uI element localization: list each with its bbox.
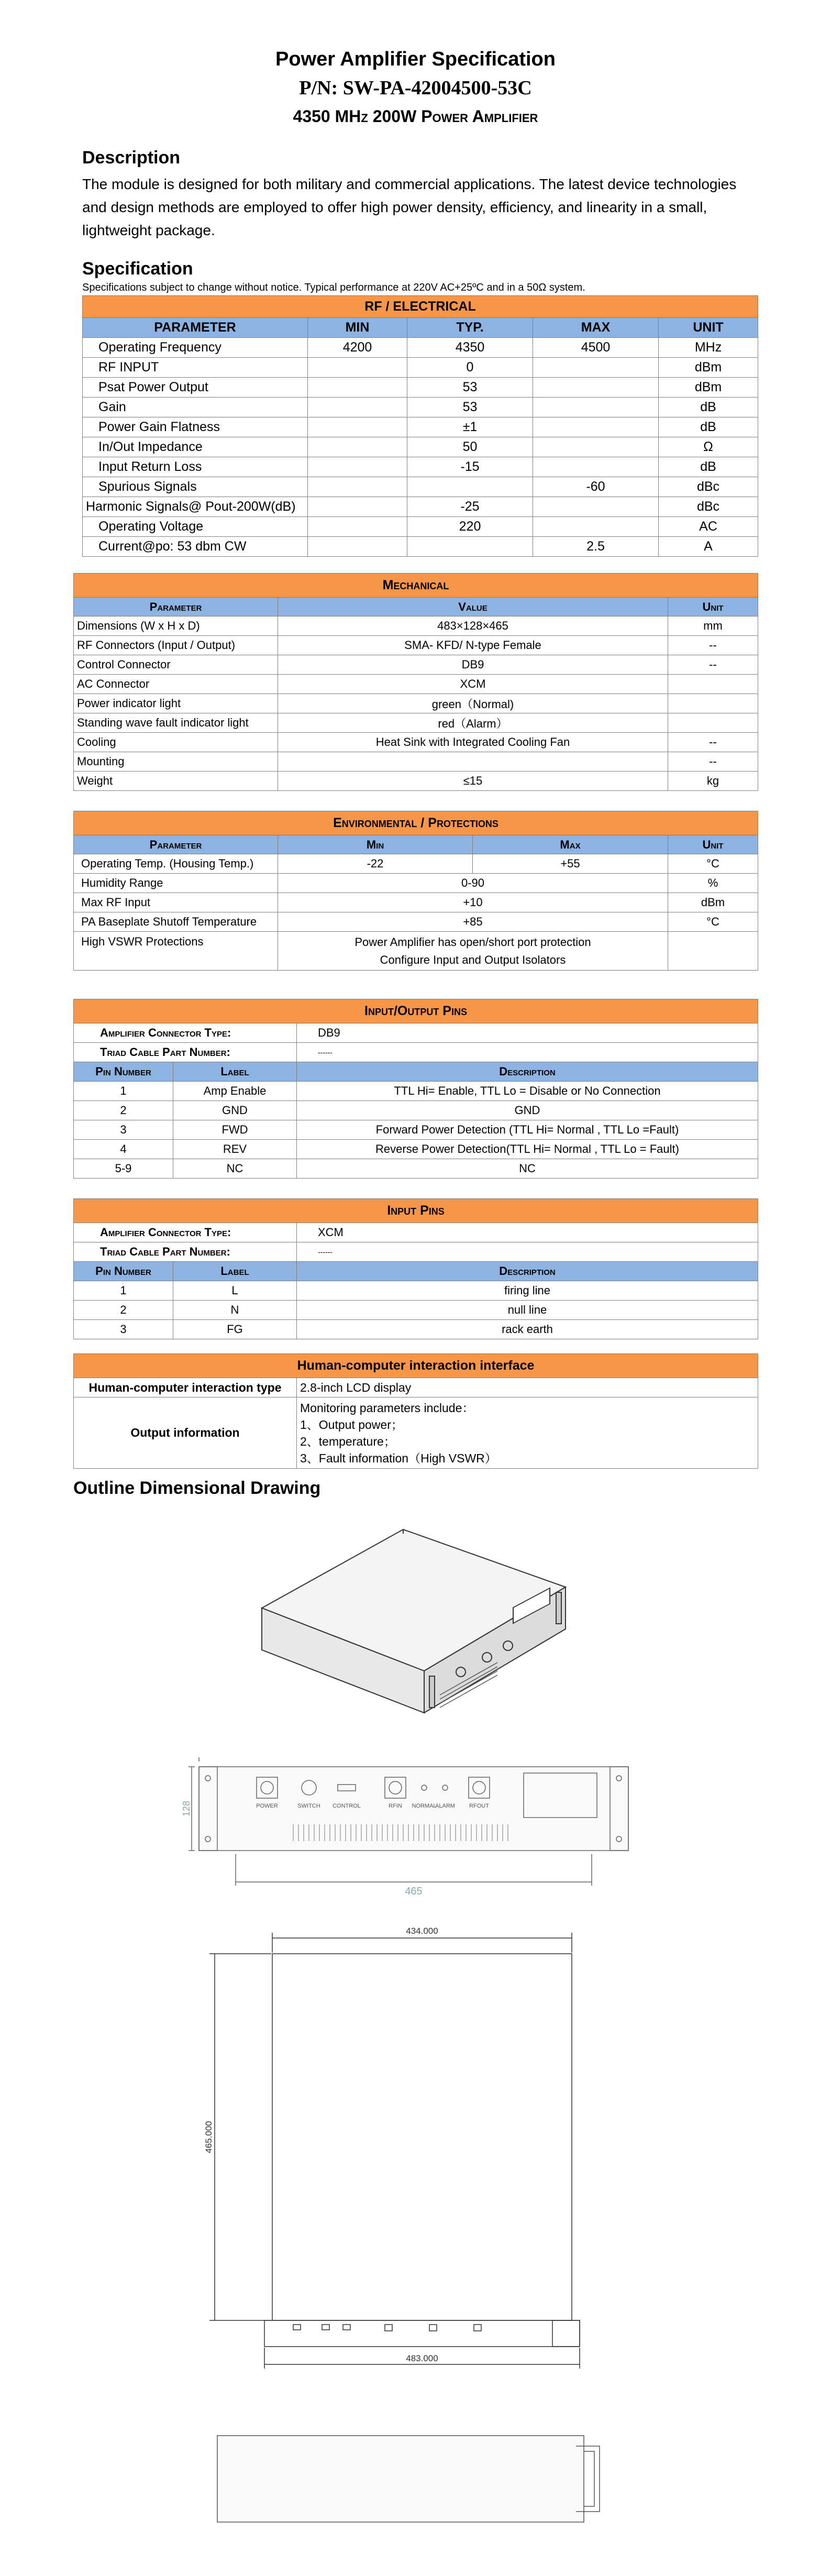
table-row <box>83 457 758 477</box>
table-row <box>74 1140 758 1159</box>
front-view-drawing <box>181 1757 639 1904</box>
rf-min: 4200 <box>308 338 407 358</box>
env-unit <box>668 932 758 971</box>
mech-header-value: Value <box>278 598 668 617</box>
table-row <box>74 1301 758 1320</box>
top-width-dim: 434.000 <box>406 1926 438 1936</box>
rf-min <box>308 517 407 537</box>
rf-unit: dB <box>659 457 758 477</box>
rf-unit: dBc <box>659 477 758 497</box>
inp-pin: 1 <box>74 1281 173 1301</box>
hci-type-value: 2.8-inch LCD display <box>297 1378 758 1397</box>
io-label: REV <box>173 1140 297 1159</box>
table-row <box>83 398 758 417</box>
env-param: Max RF Input <box>74 893 278 912</box>
page-title: Power Amplifier Specification <box>275 48 556 70</box>
inp-table-title: Input Pins <box>74 1199 758 1223</box>
mech-unit: kg <box>668 772 758 791</box>
front-label-power: POWER <box>256 1803 278 1809</box>
io-header-description: Description <box>297 1062 758 1082</box>
table-row <box>74 912 758 932</box>
hci-table <box>73 1353 758 1469</box>
env-header-parameter: Parameter <box>74 835 278 854</box>
table-row <box>74 854 758 874</box>
rf-max <box>533 378 659 398</box>
rf-header-parameter: PARAMETER <box>83 318 308 338</box>
io-cable-value: ------ <box>297 1043 758 1062</box>
mech-param: Mounting <box>74 752 278 772</box>
rf-min <box>308 378 407 398</box>
rf-table-title: RF / ELECTRICAL <box>83 296 758 318</box>
rf-unit: Ω <box>659 437 758 457</box>
rf-max: 4500 <box>533 338 659 358</box>
mech-param: Dimensions (W x H x D) <box>74 617 278 636</box>
io-pin: 5-9 <box>74 1159 173 1179</box>
rf-typ: -15 <box>407 457 533 477</box>
mech-unit: -- <box>668 752 758 772</box>
table-row <box>74 1320 758 1339</box>
front-label-alarm: ALARM <box>435 1803 455 1809</box>
table-row <box>83 437 758 457</box>
env-value: 0-90 <box>278 874 668 893</box>
rf-typ: ±1 <box>407 417 533 437</box>
rf-max <box>533 497 659 517</box>
rf-min <box>308 398 407 417</box>
table-row <box>83 358 758 378</box>
specification-heading: Specification <box>82 259 193 279</box>
table-row <box>83 378 758 398</box>
inp-desc: rack earth <box>297 1320 758 1339</box>
env-unit: °C <box>668 854 758 874</box>
table-row <box>83 517 758 537</box>
mechanical-table <box>73 573 758 791</box>
mech-param: Power indicator light <box>74 694 278 713</box>
env-value: +85 <box>278 912 668 932</box>
table-row <box>74 655 758 675</box>
table-row <box>74 772 758 791</box>
rf-max: -60 <box>533 477 659 497</box>
vswr-line: Power Amplifier has open/short port protection <box>354 935 591 949</box>
io-desc: Forward Power Detection (TTL Hi= Normal , TTL Lo =Fault) <box>297 1120 758 1140</box>
io-cable-label: Triad Cable Part Number: <box>74 1043 297 1062</box>
front-label-normal: NORMAL <box>412 1803 437 1809</box>
inp-connector-value: XCM <box>297 1223 758 1242</box>
rf-typ: 53 <box>407 378 533 398</box>
environmental-table <box>73 811 758 971</box>
inp-desc: null line <box>297 1301 758 1320</box>
front-width-dim: 465 <box>405 1886 423 1897</box>
rf-unit: A <box>659 537 758 557</box>
inp-cable-label: Triad Cable Part Number: <box>74 1242 297 1262</box>
env-value: +10 <box>278 893 668 912</box>
io-label: NC <box>173 1159 297 1179</box>
table-row <box>74 675 758 694</box>
rf-param: Harmonic Signals@ Pout-200W(dB) <box>83 497 308 517</box>
rf-unit: MHz <box>659 338 758 358</box>
table-row <box>74 874 758 893</box>
rf-min <box>308 537 407 557</box>
rf-param: Power Gain Flatness <box>83 417 308 437</box>
rf-min <box>308 477 407 497</box>
inp-pin: 3 <box>74 1320 173 1339</box>
rf-min <box>308 457 407 477</box>
rf-param: Current@po: 53 dbm CW <box>83 537 308 557</box>
inp-connector-label: Amplifier Connector Type: <box>74 1223 297 1242</box>
hci-type-label: Human-computer interaction type <box>74 1378 297 1397</box>
front-label-switch: SWITCH <box>297 1803 320 1809</box>
rf-max <box>533 417 659 437</box>
rf-max <box>533 517 659 537</box>
rf-max <box>533 358 659 378</box>
rf-unit: dBm <box>659 378 758 398</box>
env-unit: °C <box>668 912 758 932</box>
rf-max <box>533 437 659 457</box>
mech-param: Control Connector <box>74 655 278 675</box>
inp-cable-value: ------ <box>297 1242 758 1262</box>
inp-header-pin: Pin Number <box>74 1262 173 1281</box>
hci-output-line: Monitoring parameters include： <box>300 1401 474 1415</box>
front-label-rfin: RFIN <box>389 1803 402 1809</box>
env-param: Operating Temp. (Housing Temp.) <box>74 854 278 874</box>
mech-param: Standing wave fault indicator light <box>74 713 278 733</box>
mech-value <box>278 752 668 772</box>
env-header-min: Min <box>278 835 473 854</box>
rf-header-typ: TYP. <box>407 318 533 338</box>
front-height-dim: 128 <box>181 1800 192 1817</box>
specification-note: Specifications subject to change without notice. Typical performance at 220V AC+25ºC and in a 50Ω system. <box>82 282 585 293</box>
mech-value: DB9 <box>278 655 668 675</box>
hci-table-title: Human-computer interaction interface <box>74 1354 758 1378</box>
io-desc: GND <box>297 1101 758 1120</box>
mech-unit <box>668 713 758 733</box>
isometric-drawing <box>251 1519 586 1739</box>
rf-header-max: MAX <box>533 318 659 338</box>
table-row <box>83 537 758 557</box>
front-label-rfout: RFOUT <box>469 1803 489 1809</box>
table-row <box>74 1120 758 1140</box>
table-row <box>74 1159 758 1179</box>
env-param: PA Baseplate Shutoff Temperature <box>74 912 278 932</box>
mech-table-title: Mechanical <box>74 574 758 598</box>
inp-desc: firing line <box>297 1281 758 1301</box>
mech-value: SMA- KFD/ N-type Female <box>278 636 668 655</box>
side-view-drawing <box>209 2430 628 2535</box>
io-header-label: Label <box>173 1062 297 1082</box>
env-param: High VSWR Protections <box>74 932 278 971</box>
table-row <box>74 617 758 636</box>
inp-label: FG <box>173 1320 297 1339</box>
top-depth-dim: 465.000 <box>204 2121 214 2153</box>
rf-typ: -25 <box>407 497 533 517</box>
io-connector-value: DB9 <box>297 1023 758 1043</box>
hci-output-line: 3、Fault information（High VSWR） <box>300 1451 497 1465</box>
rf-unit: AC <box>659 517 758 537</box>
rf-typ: 0 <box>407 358 533 378</box>
part-number: P/N: SW-PA-42004500-53C <box>299 77 532 99</box>
rf-min <box>308 417 407 437</box>
table-row <box>83 417 758 437</box>
rf-header-min: MIN <box>308 318 407 338</box>
mech-unit: -- <box>668 636 758 655</box>
inp-header-label: Label <box>173 1262 297 1281</box>
mech-header-parameter: Parameter <box>74 598 278 617</box>
rf-typ: 53 <box>407 398 533 417</box>
mech-header-unit: Unit <box>668 598 758 617</box>
mech-value: red（Alarm） <box>278 713 668 733</box>
mech-unit <box>668 675 758 694</box>
env-vswr-value <box>278 932 668 971</box>
io-label: GND <box>173 1101 297 1120</box>
io-connector-label: Amplifier Connector Type: <box>74 1023 297 1043</box>
front-label-control: CONTROL <box>333 1803 361 1809</box>
rf-param: Input Return Loss <box>83 457 308 477</box>
rf-typ: 4350 <box>407 338 533 358</box>
vswr-line: Configure Input and Output Isolators <box>380 953 566 966</box>
rf-header-unit: UNIT <box>659 318 758 338</box>
table-row <box>74 694 758 713</box>
table-row <box>83 338 758 358</box>
mech-unit: -- <box>668 733 758 752</box>
table-row <box>83 497 758 517</box>
rf-param: Operating Voltage <box>83 517 308 537</box>
table-row <box>74 1101 758 1120</box>
rf-param: In/Out Impedance <box>83 437 308 457</box>
env-max: +55 <box>473 854 668 874</box>
input-pins-table <box>73 1198 758 1339</box>
table-row <box>74 752 758 772</box>
inp-pin: 2 <box>74 1301 173 1320</box>
table-row <box>74 893 758 912</box>
rf-param: Psat Power Output <box>83 378 308 398</box>
rf-min <box>308 437 407 457</box>
rf-max <box>533 457 659 477</box>
table-row <box>83 477 758 497</box>
io-desc: NC <box>297 1159 758 1179</box>
rf-param: Spurious Signals <box>83 477 308 497</box>
env-header-unit: Unit <box>668 835 758 854</box>
table-row <box>74 1281 758 1301</box>
description-heading: Description <box>82 148 181 168</box>
rf-param: Operating Frequency <box>83 338 308 358</box>
rf-unit: dBm <box>659 358 758 378</box>
io-table-title: Input/Output Pins <box>74 999 758 1023</box>
rf-typ <box>407 477 533 497</box>
hci-output-line: 2、temperature； <box>300 1434 396 1448</box>
io-desc: Reverse Power Detection(TTL Hi= Normal , TTL Lo = Fault) <box>297 1140 758 1159</box>
hci-output-label: Output information <box>74 1397 297 1469</box>
rf-min <box>308 358 407 378</box>
env-header-max: Max <box>473 835 668 854</box>
mech-value: XCM <box>278 675 668 694</box>
table-row <box>74 713 758 733</box>
rf-unit: dB <box>659 417 758 437</box>
env-table-title: Environmental / Protections <box>74 811 758 835</box>
rf-max: 2.5 <box>533 537 659 557</box>
rf-min <box>308 497 407 517</box>
mech-value: Heat Sink with Integrated Cooling Fan <box>278 733 668 752</box>
description-text: The module is designed for both military and commercial applications. The latest device technologies and design methods are employed to offer high power density, efficiency, and linearity in a small, lightweight package. <box>82 176 737 238</box>
io-label: FWD <box>173 1120 297 1140</box>
mech-param: AC Connector <box>74 675 278 694</box>
mech-param: Cooling <box>74 733 278 752</box>
env-min: -22 <box>278 854 473 874</box>
outline-heading: Outline Dimensional Drawing <box>73 1478 321 1498</box>
top-view-drawing <box>199 1922 628 2383</box>
hci-output-value <box>297 1397 758 1469</box>
io-pins-table <box>73 999 758 1179</box>
page-subtitle: 4350 MHz 200W Power Amplifier <box>293 107 538 126</box>
table-row <box>74 733 758 752</box>
io-pin: 4 <box>74 1140 173 1159</box>
io-pin: 3 <box>74 1120 173 1140</box>
rf-typ: 50 <box>407 437 533 457</box>
table-row <box>74 1082 758 1101</box>
mech-param: RF Connectors (Input / Output) <box>74 636 278 655</box>
mech-value: green（Normal) <box>278 694 668 713</box>
rf-electrical-table <box>82 295 758 557</box>
io-desc: TTL Hi= Enable, TTL Lo = Disable or No Connection <box>297 1082 758 1101</box>
io-header-pin: Pin Number <box>74 1062 173 1082</box>
mech-unit: mm <box>668 617 758 636</box>
rf-max <box>533 398 659 417</box>
env-unit: % <box>668 874 758 893</box>
inp-header-description: Description <box>297 1262 758 1281</box>
io-label: Amp Enable <box>173 1082 297 1101</box>
mech-unit: -- <box>668 655 758 675</box>
rf-param: Gain <box>83 398 308 417</box>
mech-unit <box>668 694 758 713</box>
rf-unit: dBc <box>659 497 758 517</box>
io-pin: 2 <box>74 1101 173 1120</box>
rf-typ <box>407 537 533 557</box>
mech-value: 483×128×465 <box>278 617 668 636</box>
mech-value: ≤15 <box>278 772 668 791</box>
env-param: Humidity Range <box>74 874 278 893</box>
env-unit: dBm <box>668 893 758 912</box>
rf-unit: dB <box>659 398 758 417</box>
mech-param: Weight <box>74 772 278 791</box>
rf-typ: 220 <box>407 517 533 537</box>
table-row <box>74 636 758 655</box>
hci-output-line: 1、Output power； <box>300 1417 403 1432</box>
io-pin: 1 <box>74 1082 173 1101</box>
rf-param: RF INPUT <box>83 358 308 378</box>
inp-label: N <box>173 1301 297 1320</box>
table-row <box>74 932 758 971</box>
top-overall-dim: 483.000 <box>406 2353 438 2363</box>
inp-label: L <box>173 1281 297 1301</box>
